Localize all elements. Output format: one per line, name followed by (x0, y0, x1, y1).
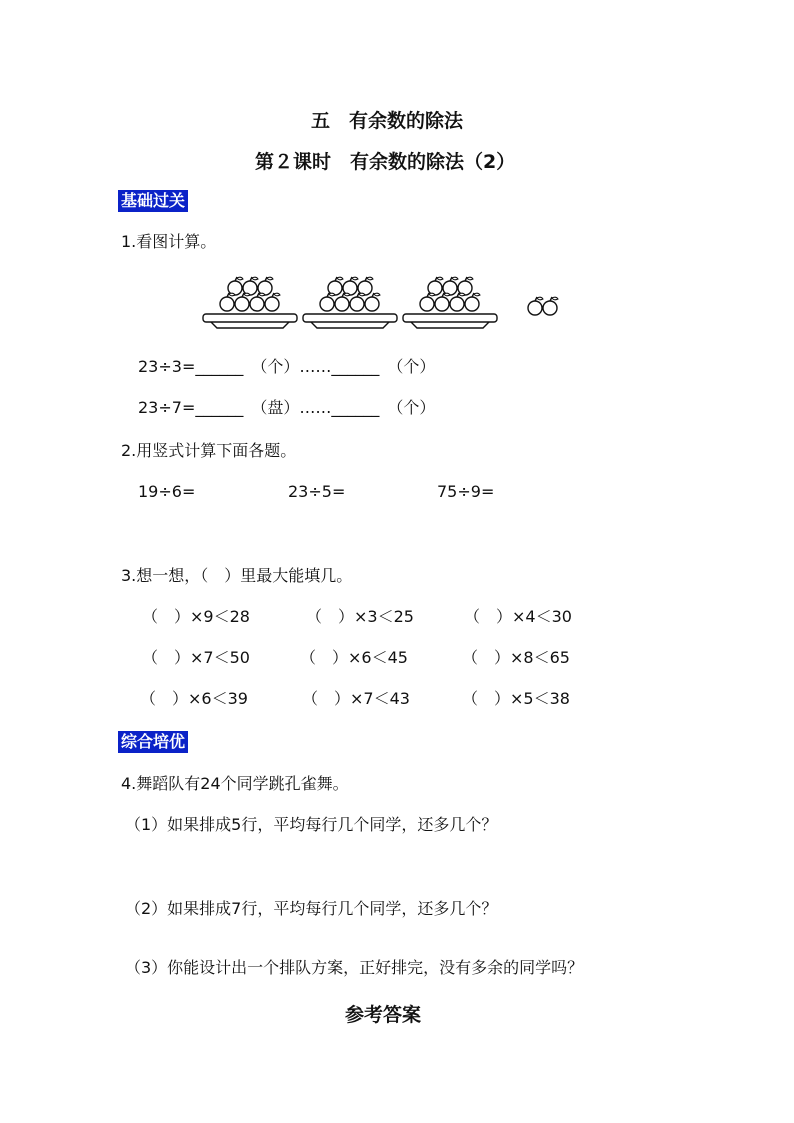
q4-sub-3: （3）你能设计出一个排队方案，正好排完，没有多余的同学吗？ (125, 958, 584, 977)
lesson-title: 第２课时 有余数的除法（2） (255, 151, 516, 173)
q1-division-line-2: 23÷7=______ （盘）……______ （个） (138, 398, 436, 417)
q3-item: （ ）×8＜65 (462, 648, 570, 667)
apple-icon (528, 297, 543, 315)
unit-title: 五 有余数的除法 (311, 110, 464, 132)
apple-icon (358, 277, 373, 295)
apple-icon (243, 277, 258, 295)
apple-icon (420, 293, 435, 311)
apple-icon (443, 277, 458, 295)
q3-item: （ ）×3＜25 (306, 607, 414, 626)
apple-icon (335, 293, 350, 311)
apple-icon (543, 297, 558, 315)
plate (203, 314, 297, 328)
q4-prompt: 4.舞蹈队有24个同学跳孔雀舞。 (121, 774, 349, 793)
q2-prompt: 2.用竖式计算下面各题。 (121, 441, 297, 460)
q3-prompt: 3.想一想，（ ）里最大能填几。 (121, 566, 353, 585)
q2-item-3: 75÷9= (437, 482, 495, 501)
apple-icon (458, 277, 473, 295)
q3-item: （ ）×5＜38 (462, 689, 570, 708)
apple-icon (465, 293, 480, 311)
section-basic-badge: 基础过关 (118, 190, 188, 212)
q3-item: （ ）×6＜39 (140, 689, 248, 708)
answers-title: 参考答案 (345, 1004, 422, 1026)
apple-icon (365, 293, 380, 311)
q3-row-2 (0, 648, 794, 670)
q3-item: （ ）×7＜43 (302, 689, 410, 708)
apple-icon (343, 277, 358, 295)
q3-item: （ ）×9＜28 (142, 607, 250, 626)
q1-prompt: 1.看图计算。 (121, 232, 217, 251)
plate (303, 314, 397, 328)
q4-sub-1: （1）如果排成5行，平均每行几个同学，还多几个？ (125, 815, 498, 834)
apple-icon (435, 293, 450, 311)
q3-item: （ ）×7＜50 (142, 648, 250, 667)
q4-sub-2: （2）如果排成7行，平均每行几个同学，还多几个？ (125, 899, 498, 918)
q2-item-1: 19÷6= (138, 482, 196, 501)
apple-icon (265, 293, 280, 311)
plate (403, 314, 497, 328)
apple-icon (450, 293, 465, 311)
apple-icon (328, 277, 343, 295)
apple-icon (428, 277, 443, 295)
apple-icon (258, 277, 273, 295)
apple-icon (350, 293, 365, 311)
apple-icon (320, 293, 335, 311)
q1-division-line-1: 23÷3=______ （个）……______ （个） (138, 357, 436, 376)
apples-illustration (195, 268, 585, 338)
apple-icon (228, 277, 243, 295)
apple-icon (220, 293, 235, 311)
q3-row-1 (0, 607, 794, 629)
section-comprehensive-badge: 综合培优 (118, 731, 188, 753)
q3-item: （ ）×4＜30 (464, 607, 572, 626)
q3-row-3 (0, 689, 794, 711)
q3-item: （ ）×6＜45 (300, 648, 408, 667)
apple-icon (235, 293, 250, 311)
apple-icon (250, 293, 265, 311)
q2-item-2: 23÷5= (288, 482, 346, 501)
